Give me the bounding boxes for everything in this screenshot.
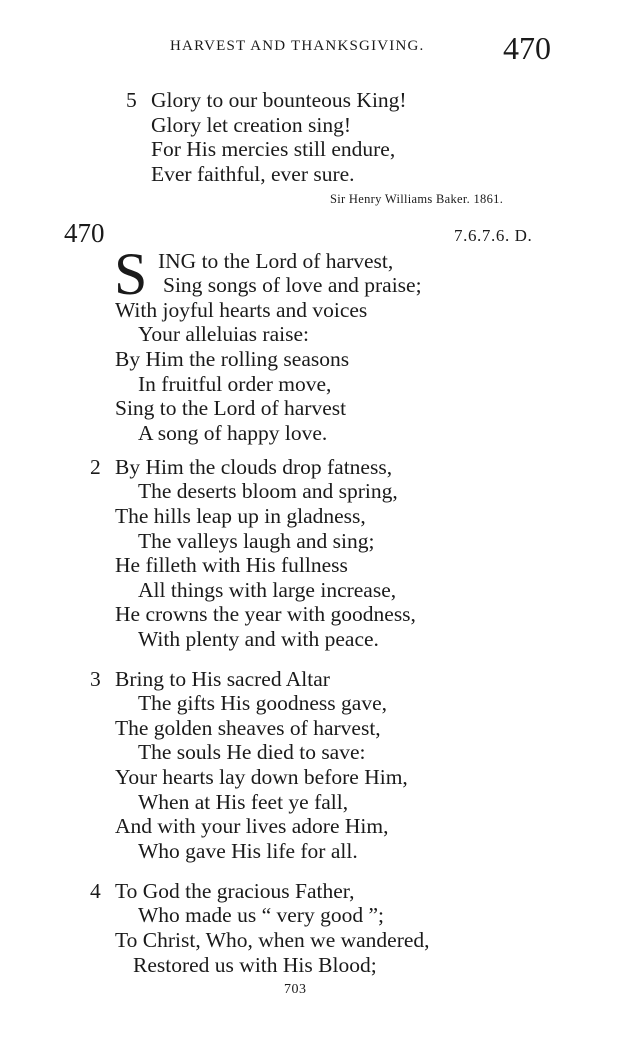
verse-line: Your alleluias raise: — [138, 322, 309, 346]
verse-line: Restored us with His Blood; — [133, 953, 377, 977]
verse-line: Your hearts lay down before Him, — [115, 765, 408, 789]
verse-line: To Christ, Who, when we wandered, — [115, 928, 430, 952]
verse-line: And with your lives adore Him, — [115, 814, 389, 838]
verse-line: The deserts bloom and spring, — [138, 479, 398, 503]
verse-line: With joyful hearts and voices — [115, 298, 368, 322]
verse-line: By Him the clouds drop fatness, — [115, 455, 393, 479]
verse-line: Glory let creation sing! — [151, 113, 352, 137]
verse-line: He filleth with His fullness — [115, 553, 348, 577]
verse-line: Sing to the Lord of harvest — [115, 396, 347, 420]
verse-line: By Him the rolling seasons — [115, 347, 350, 371]
stanza-number: 3 — [90, 667, 101, 691]
verse-line: Bring to His sacred Altar — [115, 667, 330, 691]
verse-line: A song of happy love. — [138, 421, 328, 445]
verse-line: When at His feet ye fall, — [138, 790, 349, 814]
page-number: 703 — [284, 982, 307, 997]
drop-cap: S — [114, 241, 148, 307]
running-title: HARVEST AND THANKSGIVING. — [170, 38, 425, 54]
hymn-number: 470 — [64, 218, 105, 248]
stanza-number: 5 — [126, 88, 137, 112]
verse-line: ING to the Lord of harvest, — [158, 249, 394, 273]
verse-line: Ever faithful, ever sure. — [151, 162, 355, 186]
verse-line: Who made us “ very good ”; — [138, 903, 384, 927]
verse-line: In fruitful order move, — [138, 372, 332, 396]
stanza-number: 2 — [90, 455, 101, 479]
verse-line: The golden sheaves of harvest, — [115, 716, 381, 740]
verse-line: The hills leap up in gladness, — [115, 504, 366, 528]
verse-line: Sing songs of love and praise; — [163, 273, 422, 297]
verse-line: To God the gracious Father, — [115, 879, 355, 903]
verse-line: Who gave His life for all. — [138, 839, 358, 863]
page-hymn-number: 470 — [503, 30, 551, 66]
verse-line: The souls He died to save: — [138, 740, 366, 764]
verse-line: Glory to our bounteous King! — [151, 88, 407, 112]
verse-line: With plenty and with peace. — [138, 627, 379, 651]
stanza-number: 4 — [90, 879, 101, 903]
verse-line: All things with large increase, — [138, 578, 397, 602]
hymn-meter: 7.6.7.6. D. — [454, 226, 533, 245]
verse-line: The valleys laugh and sing; — [138, 529, 375, 553]
author-attribution: Sir Henry Williams Baker. 1861. — [330, 192, 504, 206]
verse-line: The gifts His goodness gave, — [138, 691, 388, 715]
verse-line: For His mercies still endure, — [151, 137, 396, 161]
verse-line: He crowns the year with goodness, — [115, 602, 416, 626]
